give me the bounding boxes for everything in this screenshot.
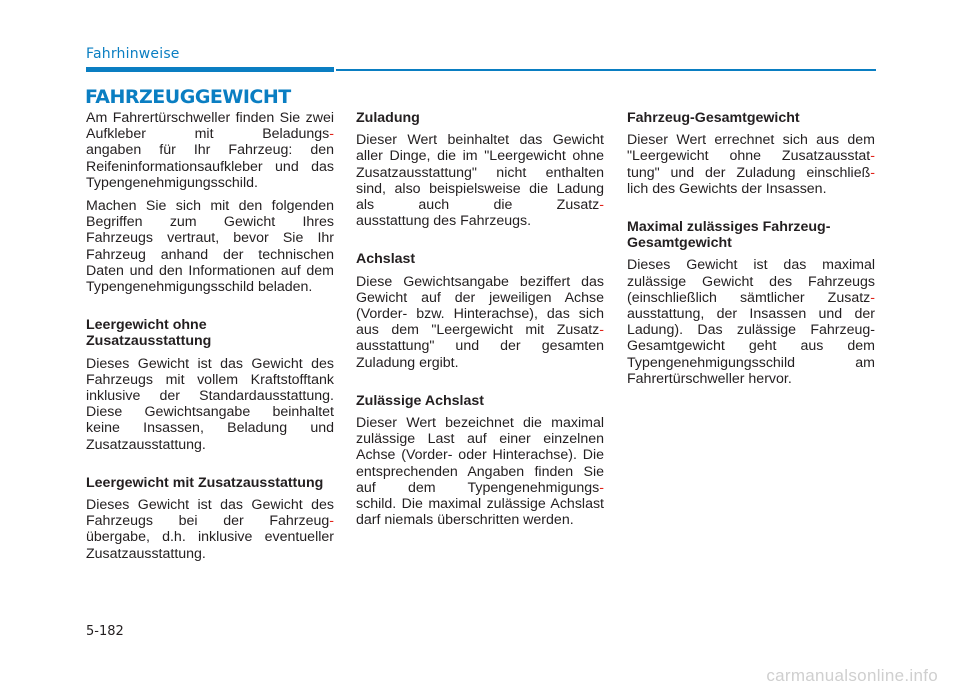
zuladung-line-2: ausstattung des Fahrzeugs. (356, 213, 532, 230)
gesamtgewicht-line-1: Dieser Wert errechnet sich aus dem "Leergewicht ohne Zusatzausstat- (627, 132, 875, 165)
header-rule-thick (86, 67, 334, 72)
page-number: 5-182 (86, 624, 124, 639)
max-gesamtgewicht-line-1: Dieses Gewicht ist das maximal zulässige Gewicht des Fahrzeugs (einschließlich sämtlicher Zusatz- (627, 257, 875, 306)
leergewicht-mit-line-1: Dieses Gewicht ist das Gewicht des Fahrzeugs bei der Fahrzeug- (86, 497, 334, 530)
gesamtgewicht-line-3: lich des Gewichts der Insassen. (627, 180, 827, 197)
zulaessige-achslast-line-2: schild. Die maximal zulässige Achslast darf niemals überschritten werden. (356, 496, 604, 529)
terms-paragraph: Machen Sie sich mit den folgenden Begriffen zum Gewicht Ihres Fahrzeugs vertraut, bevor Sie Ihr Fahrzeug anhand der technischen Daten und den Informationen auf dem Typengenehmigungsschild beladen. (86, 198, 334, 296)
intro-line-1: Am Fahrertürschweller finden Sie zwei Aufkleber mit Beladungs- (86, 110, 334, 143)
zuladung-line-1: Dieser Wert beinhaltet das Gewicht aller Dinge, die im "Leergewicht ohne Zusatzausstattung" nicht enthalten sind, also beispielsweise die Ladung als auch die Zusatz- (356, 132, 604, 214)
page-title: FAHRZEUGGEWICHT (85, 86, 291, 108)
gesamtgewicht-line-2: tung" und der Zuladung einschließ- (627, 164, 875, 181)
column-2 (356, 110, 604, 535)
zulaessige-achslast-title: Zulässige Achslast (356, 392, 484, 409)
watermark: carmanualsonline.info (766, 666, 938, 685)
zuladung-title: Zuladung (356, 110, 420, 126)
section-label: Fahrhinweise (86, 46, 180, 62)
max-gesamtgewicht-line-2: ausstattung, der Insassen und der Ladung). Das zulässige Fahrzeug-Gesamtgewicht geht aus dem Typengenehmigungsschild am Fahrertürschweller hervor. (627, 306, 875, 387)
column-3 (627, 110, 875, 394)
leergewicht-ohne-title: Leergewicht ohne Zusatzausstattung (86, 317, 212, 350)
leergewicht-mit-title: Leergewicht mit Zusatzausstattung (86, 474, 324, 491)
leergewicht-ohne-text: Dieses Gewicht ist das Gewicht des Fahrzeugs mit vollem Kraftstofftank inklusive der Standardausstattung. Diese Gewichtsangabe beinhaltet keine Insassen, Beladung und Zusatzausstattung. (86, 355, 334, 453)
zuladung-text (356, 132, 604, 229)
intro-paragraph (86, 110, 334, 191)
gesamtgewicht-text (627, 132, 875, 197)
achslast-title: Achslast (356, 251, 416, 268)
max-gesamtgewicht-title: Maximal zulässiges Fahrzeug-Gesamtgewicht (627, 219, 831, 252)
leergewicht-mit-line-2: übergabe, d.h. inklusive eventueller Zusatzausstattung. (86, 529, 334, 562)
achslast-line-2: ausstattung" und der gesamten Zuladung ergibt. (356, 338, 604, 371)
gesamtgewicht-title: Fahrzeug-Gesamtgewicht (627, 110, 800, 126)
achslast-text (356, 274, 604, 371)
leergewicht-mit-text (86, 497, 334, 562)
max-gesamtgewicht-text (627, 257, 875, 387)
column-1 (86, 110, 334, 569)
zulaessige-achslast-text (356, 415, 604, 528)
zulaessige-achslast-line-1: Dieser Wert bezeichnet die maximal zulässige Last auf einer einzelnen Achse (Vorder- oder Hinterachse). Die entsprechenden Angaben finden Sie auf dem Typengenehmigungs- (356, 415, 604, 496)
achslast-line-1: Diese Gewichtsangabe beziffert das Gewicht auf der jeweiligen Achse (Vorder- bzw. Hinterachse), das sich aus dem "Leergewicht mit Zusatz- (356, 273, 604, 339)
intro-line-2: angaben für Ihr Fahrzeug: den Reifeninformationsaufkleber und das Typengenehmigungsschild. (86, 142, 334, 191)
header-rule-thin (336, 69, 876, 71)
